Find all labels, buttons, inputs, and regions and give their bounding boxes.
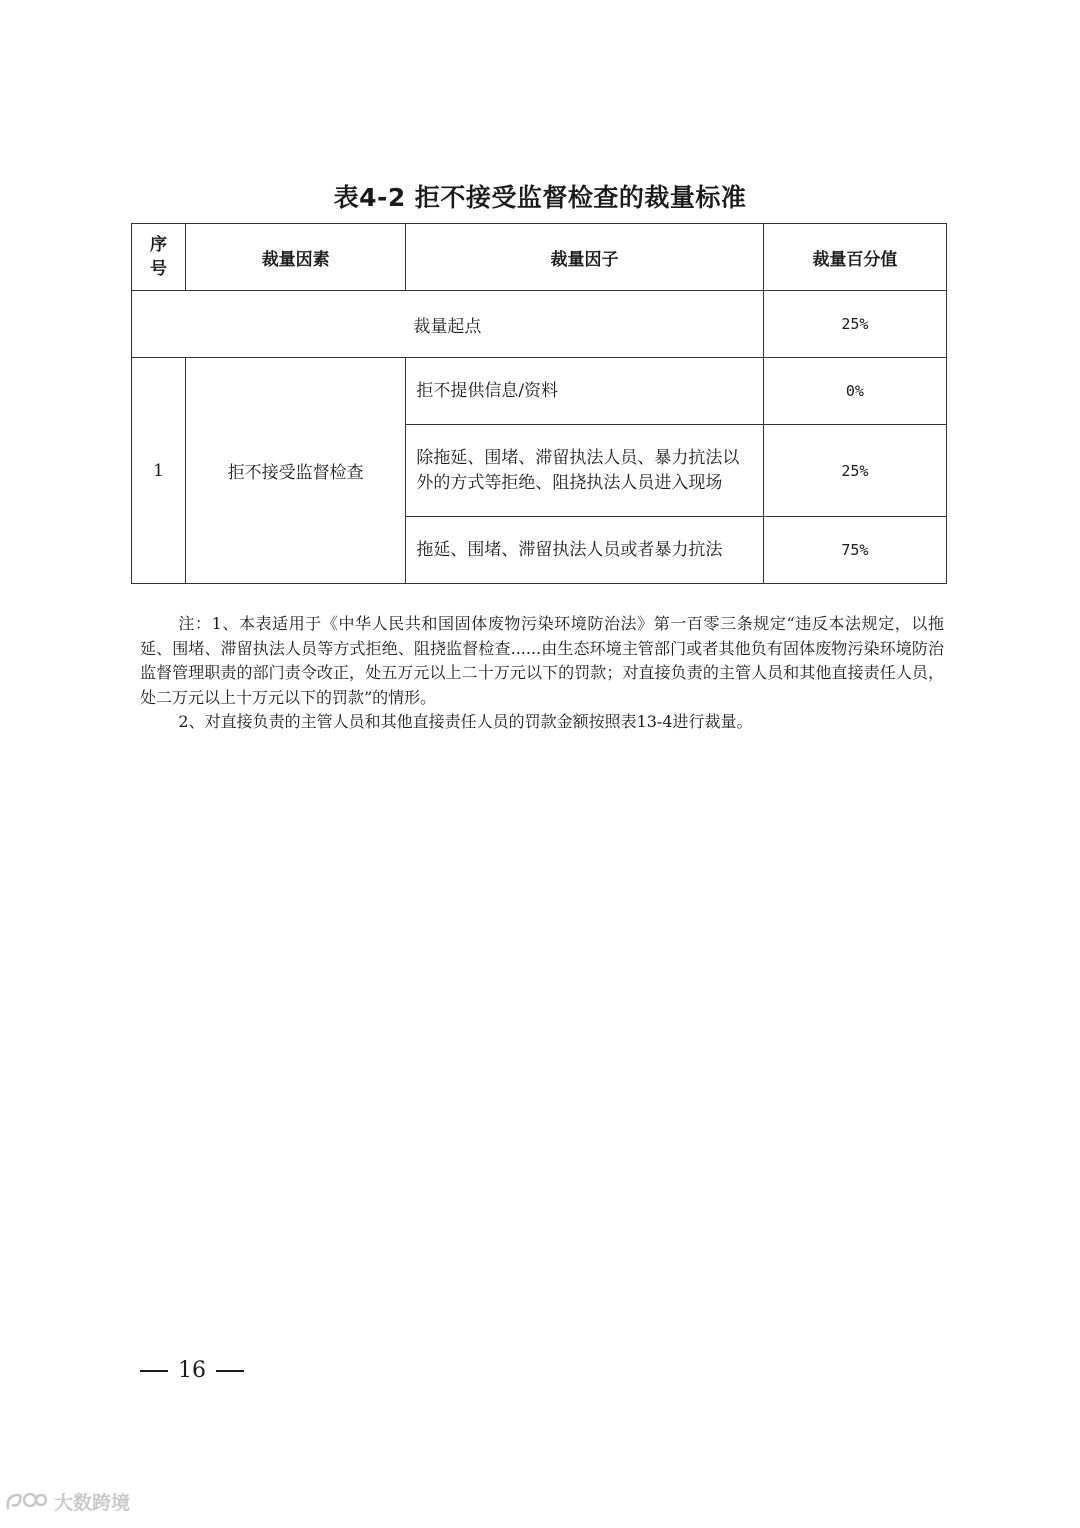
header-item: 裁量因子 xyxy=(406,224,763,291)
item-cell: 拒不提供信息/资料 xyxy=(406,358,763,425)
start-row xyxy=(132,291,947,358)
percent-cell: 75% xyxy=(763,517,946,584)
item-cell: 拖延、围堵、滞留执法人员或者暴力抗法 xyxy=(406,517,763,584)
header-no-line2: 号 xyxy=(150,259,168,279)
page-number xyxy=(140,1358,244,1383)
watermark xyxy=(4,1488,130,1515)
header-no xyxy=(132,224,186,291)
percent-cell: 25% xyxy=(763,425,946,517)
table-header-row xyxy=(132,224,947,291)
discretion-table xyxy=(131,223,947,584)
logo-icon xyxy=(4,1489,48,1515)
note-1: 注：1、本表适用于《中华人民共和国固体废物污染环境防治法》第一百零三条规定“违反本法规定，以拖延、围堵、滞留执法人员等方式拒绝、阻挠监督检查......由生态环境主管部门或者其他负有固体废物污染环境防治监督管理职责的部门责令改正，处五万元以上二十万元以下的罚款；对直接负责的主管人员和其他直接责任人员，处二万元以上十万元以下的罚款”的情形。 xyxy=(140,614,944,707)
page-number-value: 16 xyxy=(178,1358,206,1383)
dash-left xyxy=(140,1370,168,1372)
group-no: 1 xyxy=(132,358,186,584)
table-title: 表4-2 拒不接受监督检查的裁量标准 xyxy=(333,183,747,212)
start-label: 裁量起点 xyxy=(132,291,764,358)
dash-right xyxy=(216,1370,244,1372)
header-percent: 裁量百分值 xyxy=(763,224,946,291)
table-notes xyxy=(140,612,944,735)
note-2: 2、对直接负责的主管人员和其他直接责任人员的罚款金额按照表13-4进行裁量。 xyxy=(178,712,753,731)
watermark-text: 大数跨境 xyxy=(54,1492,131,1514)
item-cell: 除拖延、围堵、滞留执法人员、暴力抗法以外的方式等拒绝、阻挠执法人员进入现场 xyxy=(406,425,763,517)
percent-cell: 0% xyxy=(763,358,946,425)
group-factor: 拒不接受监督检查 xyxy=(186,358,406,584)
header-no-line1: 序 xyxy=(150,235,168,255)
header-factor: 裁量因素 xyxy=(186,224,406,291)
start-percent: 25% xyxy=(763,291,946,358)
table-row xyxy=(132,358,947,425)
